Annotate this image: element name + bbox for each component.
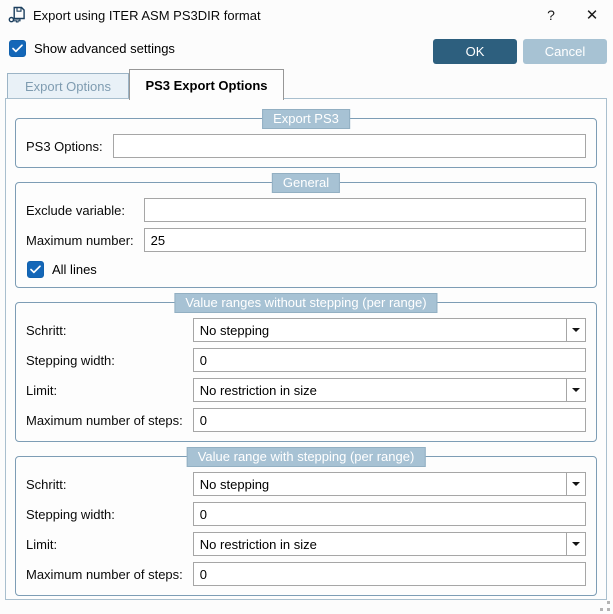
combo-value: No restriction in size bbox=[199, 382, 317, 398]
header-row bbox=[0, 38, 613, 64]
group-export-ps3 bbox=[15, 111, 597, 168]
chevron-down-icon bbox=[566, 379, 585, 401]
group-title: Value ranges without stepping (per range) bbox=[174, 293, 437, 313]
maximum-steps-label: Maximum number of steps: bbox=[26, 412, 183, 428]
maximum-steps-input[interactable] bbox=[193, 562, 586, 586]
combo-value: No restriction in size bbox=[199, 536, 317, 552]
schritt-label: Schritt: bbox=[26, 476, 67, 492]
ps3-options-label: PS3 Options: bbox=[26, 138, 103, 154]
limit-select[interactable] bbox=[193, 532, 586, 556]
maximum-steps-label: Maximum number of steps: bbox=[26, 566, 183, 582]
all-lines-label: All lines bbox=[52, 262, 97, 277]
stepping-width-label: Stepping width: bbox=[26, 506, 115, 522]
ps3-export-options-panel bbox=[5, 98, 607, 600]
schritt-select[interactable] bbox=[193, 472, 586, 496]
checkbox-checked-icon bbox=[27, 261, 44, 278]
combo-value: No stepping bbox=[199, 476, 270, 492]
group-title: Export PS3 bbox=[262, 109, 350, 129]
export-save-icon bbox=[8, 6, 26, 24]
schritt-label: Schritt: bbox=[26, 322, 67, 338]
tab-ps3-export-options[interactable]: PS3 Export Options bbox=[129, 69, 284, 100]
show-advanced-checkbox[interactable] bbox=[9, 40, 175, 57]
combo-value: No stepping bbox=[199, 322, 270, 338]
cancel-button[interactable]: Cancel bbox=[523, 39, 607, 64]
maximum-number-label: Maximum number: bbox=[26, 232, 134, 248]
maximum-number-input[interactable] bbox=[144, 228, 586, 252]
exclude-variable-input[interactable] bbox=[144, 198, 586, 222]
window-title: Export using ITER ASM PS3DIR format bbox=[33, 7, 261, 23]
show-advanced-label: Show advanced settings bbox=[34, 41, 175, 56]
limit-select[interactable] bbox=[193, 378, 586, 402]
group-value-range-with-stepping bbox=[15, 449, 597, 596]
chevron-down-icon bbox=[566, 319, 585, 341]
limit-label: Limit: bbox=[26, 382, 58, 398]
group-title: Value range with stepping (per range) bbox=[187, 447, 426, 467]
title-bar bbox=[0, 0, 613, 30]
group-title: General bbox=[272, 173, 340, 193]
resize-grip[interactable] bbox=[600, 601, 610, 611]
limit-label: Limit: bbox=[26, 536, 58, 552]
schritt-select[interactable] bbox=[193, 318, 586, 342]
tab-export-options[interactable]: Export Options bbox=[7, 73, 129, 99]
checkbox-checked-icon bbox=[9, 40, 26, 57]
group-value-ranges-without-stepping bbox=[15, 295, 597, 442]
ps3-options-input[interactable] bbox=[113, 134, 586, 158]
maximum-steps-input[interactable] bbox=[193, 408, 586, 432]
chevron-down-icon bbox=[566, 473, 585, 495]
stepping-width-input[interactable] bbox=[193, 348, 586, 372]
chevron-down-icon bbox=[566, 533, 585, 555]
exclude-variable-label: Exclude variable: bbox=[26, 202, 125, 218]
ok-button[interactable]: OK bbox=[433, 39, 517, 64]
group-general bbox=[15, 175, 597, 288]
help-button[interactable]: ? bbox=[547, 7, 555, 23]
stepping-width-input[interactable] bbox=[193, 502, 586, 526]
stepping-width-label: Stepping width: bbox=[26, 352, 115, 368]
all-lines-checkbox[interactable] bbox=[27, 261, 586, 278]
close-button[interactable]: ✕ bbox=[585, 7, 599, 24]
